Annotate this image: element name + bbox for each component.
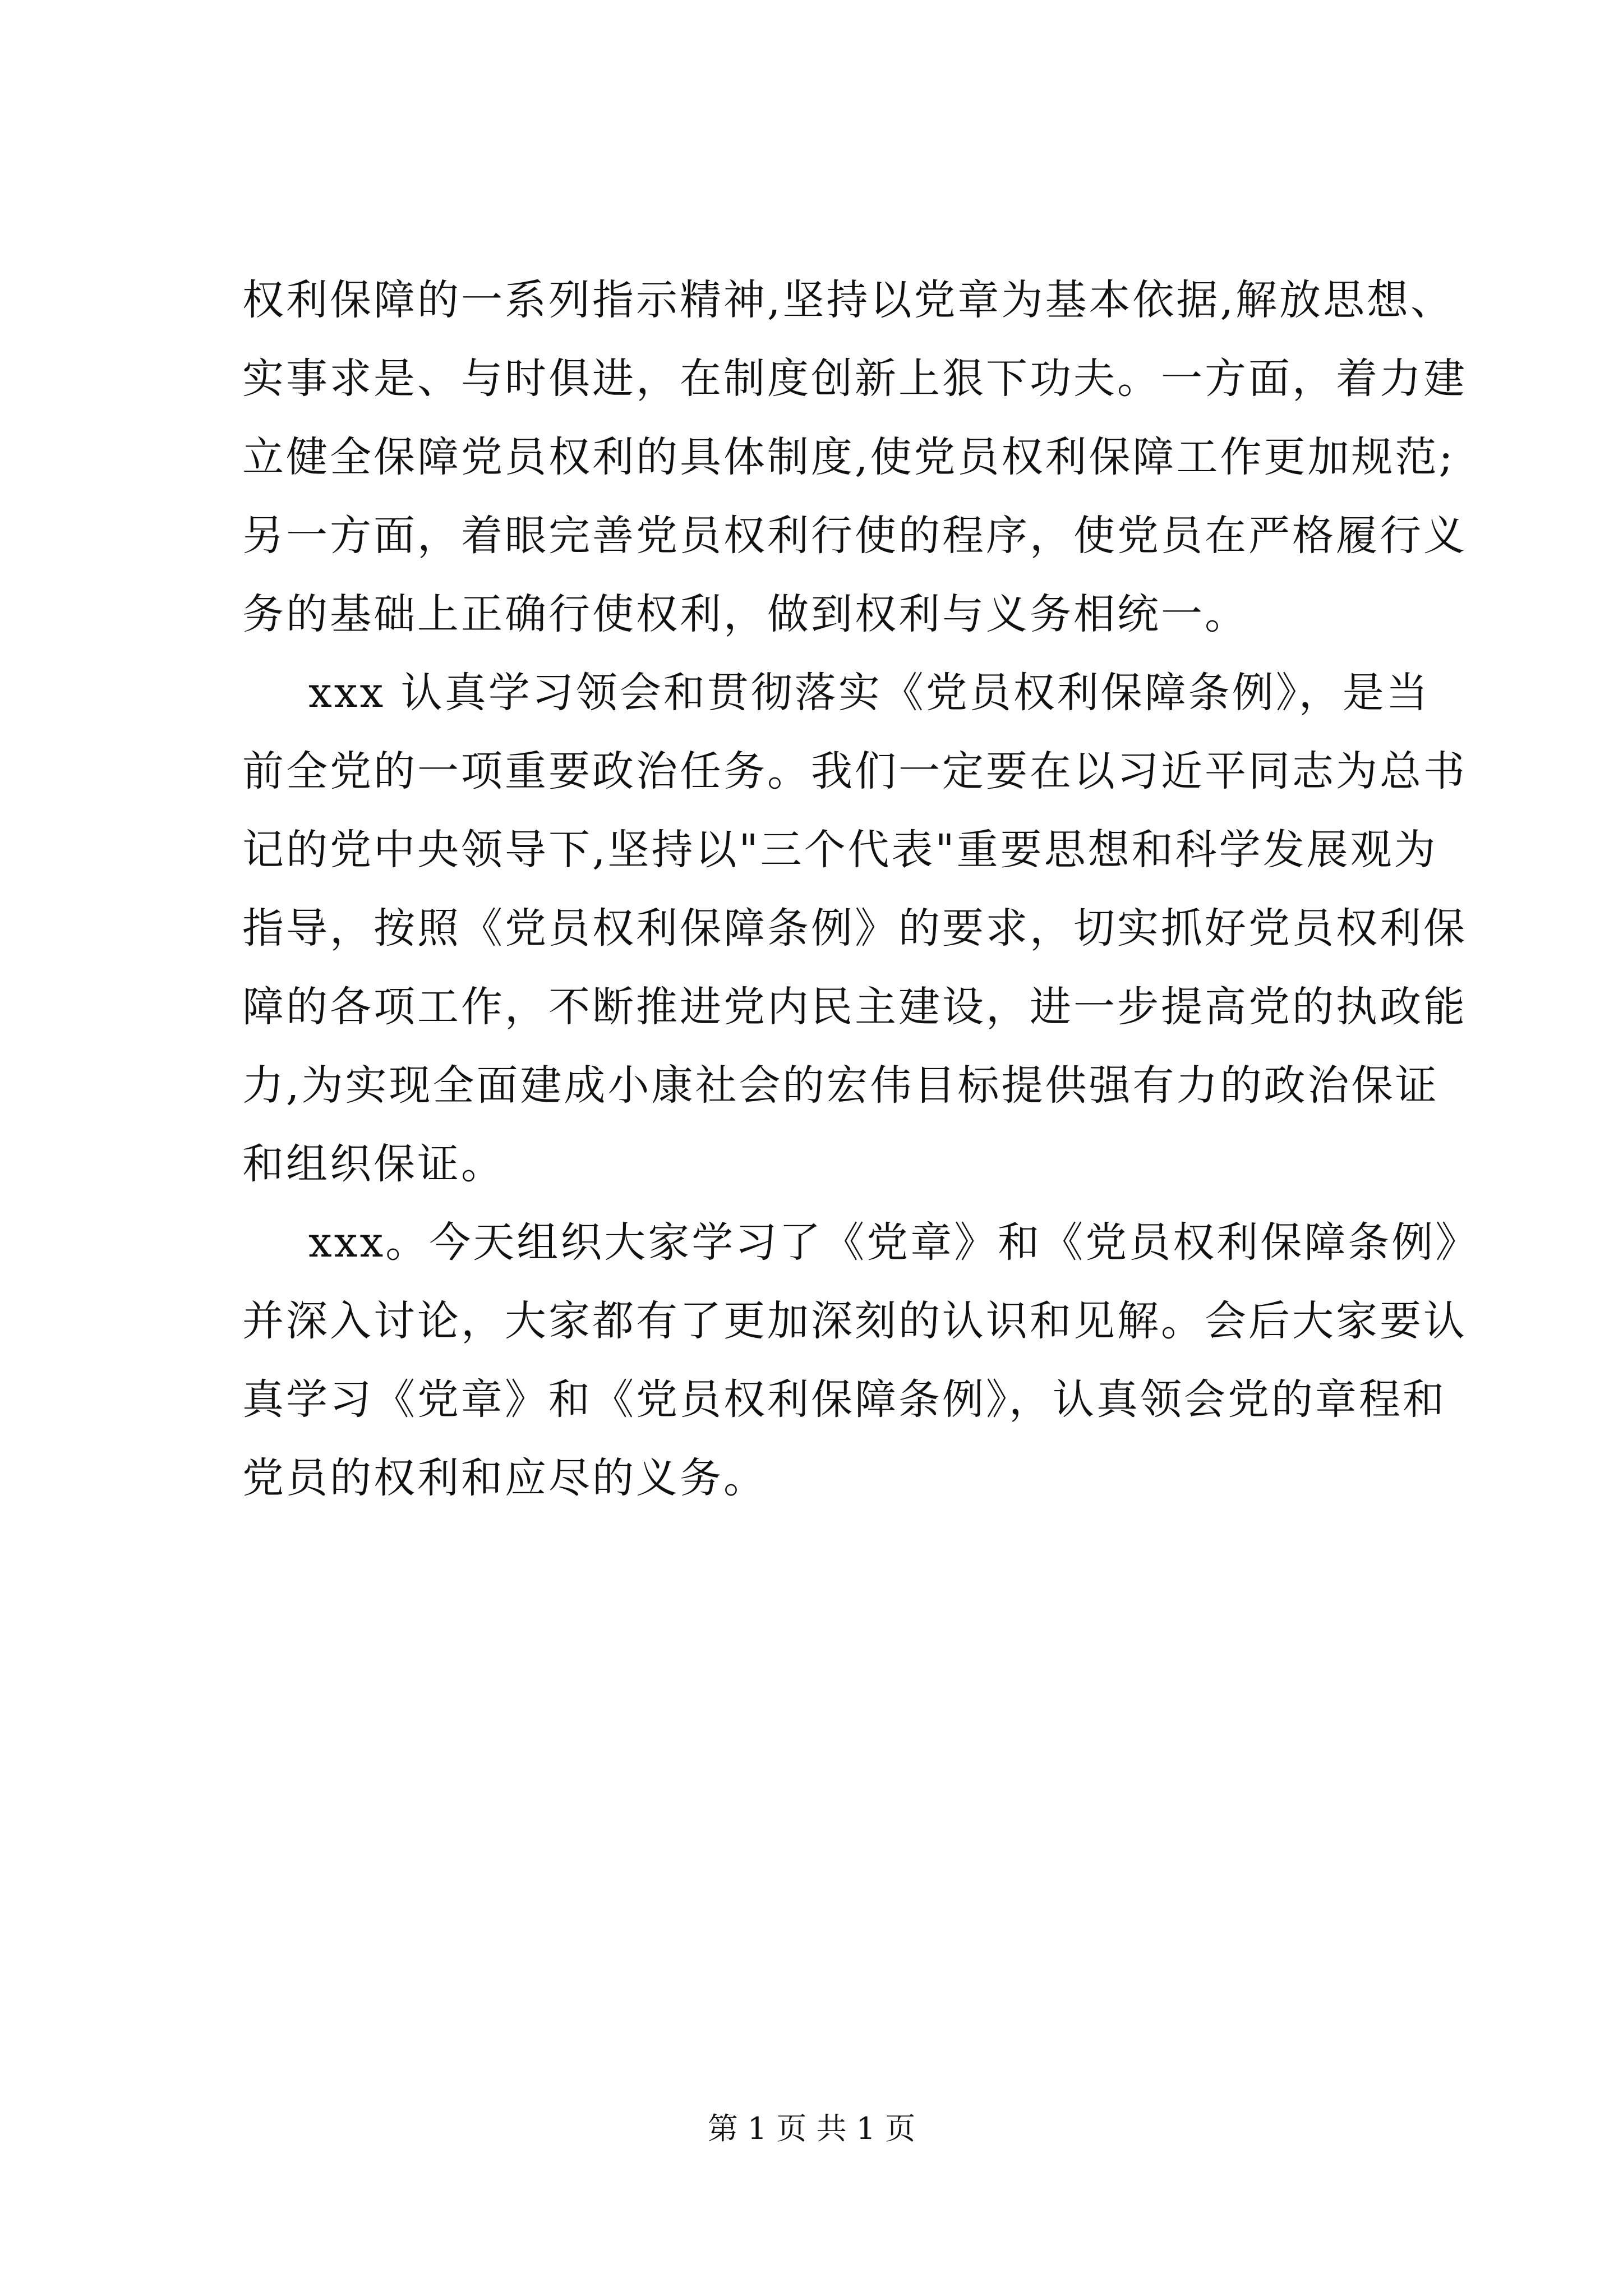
paragraph-2 [242, 654, 1467, 1203]
paragraph-3 [242, 1203, 1479, 1517]
text-line: 权利保障的一系列指示精神,坚持以党章为基本依据,解放思想、 [242, 276, 1455, 324]
text-line: 记的党中央领导下,坚持以"三个代表"重要思想和科学发展观为 [242, 826, 1438, 874]
text-line: 并深入讨论，大家都有了更加深刻的认识和见解。会后大家要认 [242, 1297, 1467, 1345]
paragraph-1 [242, 261, 1467, 654]
document-body [242, 261, 1479, 1517]
text-line: 障的各项工作，不断推进党内民主建设，进一步提高党的执政能 [242, 983, 1467, 1031]
text-line: 真学习《党章》和《党员权利保障条例》，认真领会党的章程和 [242, 1375, 1446, 1424]
text-line: xxx 认真学习领会和贯彻落实《党员权利保障条例》，是当 [308, 669, 1430, 717]
text-line: 前全党的一项重要政治任务。我们一定要在以习近平同志为总书 [242, 747, 1467, 795]
text-line: 立健全保障党员权利的具体制度,使党员权利保障工作更加规范; [242, 433, 1455, 481]
page-number-footer: 第 1 页 共 1 页 [707, 2111, 916, 2146]
text-line: 和组织保证。 [242, 1140, 505, 1188]
text-line: xxx。今天组织大家学习了《党章》和《党员权利保障条例》 [308, 1218, 1479, 1267]
text-line: 指导，按照《党员权利保障条例》的要求，切实抓好党员权利保 [242, 904, 1467, 953]
text-line: 党员的权利和应尽的义务。 [242, 1454, 767, 1502]
text-line: 实事求是、与时俱进，在制度创新上狠下功夫。一方面，着力建 [242, 355, 1467, 403]
text-line: 力,为实现全面建成小康社会的宏伟目标提供强有力的政治保证 [242, 1061, 1439, 1110]
text-line: 另一方面，着眼完善党员权利行使的程序，使党员在严格履行义 [242, 512, 1467, 560]
text-line: 务的基础上正确行使权利，做到权利与义务相统一。 [242, 590, 1248, 638]
